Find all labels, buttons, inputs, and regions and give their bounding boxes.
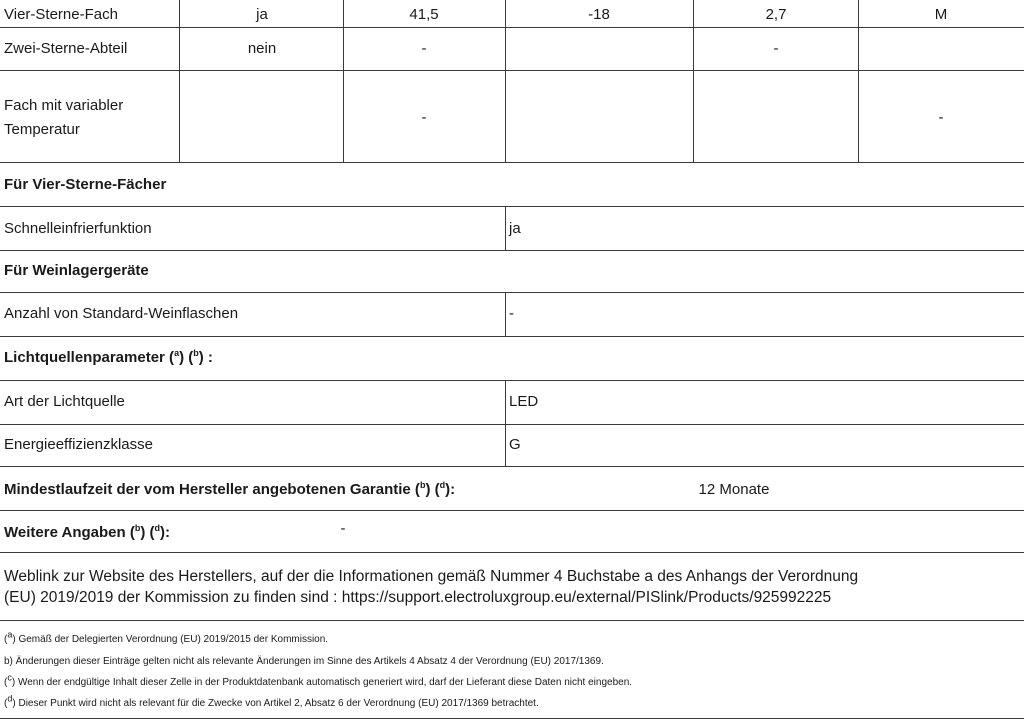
compartment-volume: 41,5 — [409, 6, 439, 23]
compartment-freeze-capacity: - — [773, 40, 779, 57]
row-label: Energieeffizienzklasse — [4, 436, 153, 453]
section-heading-light: Lichtquellenparameter ($^a$) ($^b$) : — [4, 348, 213, 366]
compartment-freeze-capacity: 2,7 — [765, 6, 787, 23]
compartment-name: Zwei-Sterne-Abteil — [4, 40, 128, 57]
compartment-temperature: -18 — [588, 6, 610, 23]
warranty-value: 12 Monate — [698, 481, 770, 498]
footnote-b: b) Änderungen dieser Einträge gelten nicht als relevante Änderungen im Sinne des Artikels 4 Absatz 4 der Verordnung (EU) 2017/1369. — [4, 656, 604, 667]
section-heading-wine: Für Weinlagergeräte — [4, 262, 149, 279]
footnote-c: ($^c$) Wenn der endgültige Inhalt dieser Zelle in der Produktdatenbank automatisch generiert wird, darf der Lieferant diese Daten nicht eingeben. — [4, 672, 633, 688]
further-info-value: - — [340, 520, 346, 537]
row-value: ja — [509, 220, 521, 237]
row-value: - — [509, 305, 514, 322]
row-label: Anzahl von Standard-Weinflaschen — [4, 305, 239, 322]
row-value: LED — [509, 393, 539, 410]
compartment-volume: - — [421, 40, 427, 57]
row-label: Schnelleinfrierfunktion — [4, 220, 152, 237]
compartment-present: nein — [247, 40, 277, 57]
footnote-d: ($^d$) Dieser Punkt wird nicht als relevant für die Zwecke von Artikel 2, Absatz 6 der Verordnung (EU) 2017/1369 betrachtet. — [4, 693, 539, 709]
compartment-present: ja — [256, 6, 268, 23]
weblink-line2: (EU) 2019/2019 der Kommission zu finden sind : https://support.electroluxgroup.eu/external/PISlink/Products/925992225 — [4, 589, 832, 606]
compartment-name: Fach mit variabler — [4, 97, 124, 114]
compartment-defrost: M — [934, 6, 948, 23]
weblink-line1: Weblink zur Website des Herstellers, auf der die Informationen gemäß Nummer 4 Buchstabe a des Anhangs der Verordnung — [4, 568, 859, 585]
footnote-a: ($^a$) Gemäß der Delegierten Verordnung (EU) 2019/2015 der Kommission. — [4, 629, 329, 645]
compartment-volume: - — [421, 109, 427, 126]
compartment-name: Vier-Sterne-Fach — [4, 6, 118, 23]
section-heading-four-star: Für Vier-Sterne-Fächer — [4, 176, 167, 193]
further-info-label: Weitere Angaben ($^b$) ($^d$): — [4, 523, 171, 541]
row-label: Art der Lichtquelle — [4, 393, 125, 410]
compartment-name-line2: Temperatur — [4, 121, 80, 138]
row-value: G — [509, 436, 521, 453]
compartment-defrost: - — [938, 109, 944, 126]
warranty-label: Mindestlaufzeit der vom Hersteller angebotenen Garantie ($^b$) ($^d$): — [4, 480, 456, 498]
